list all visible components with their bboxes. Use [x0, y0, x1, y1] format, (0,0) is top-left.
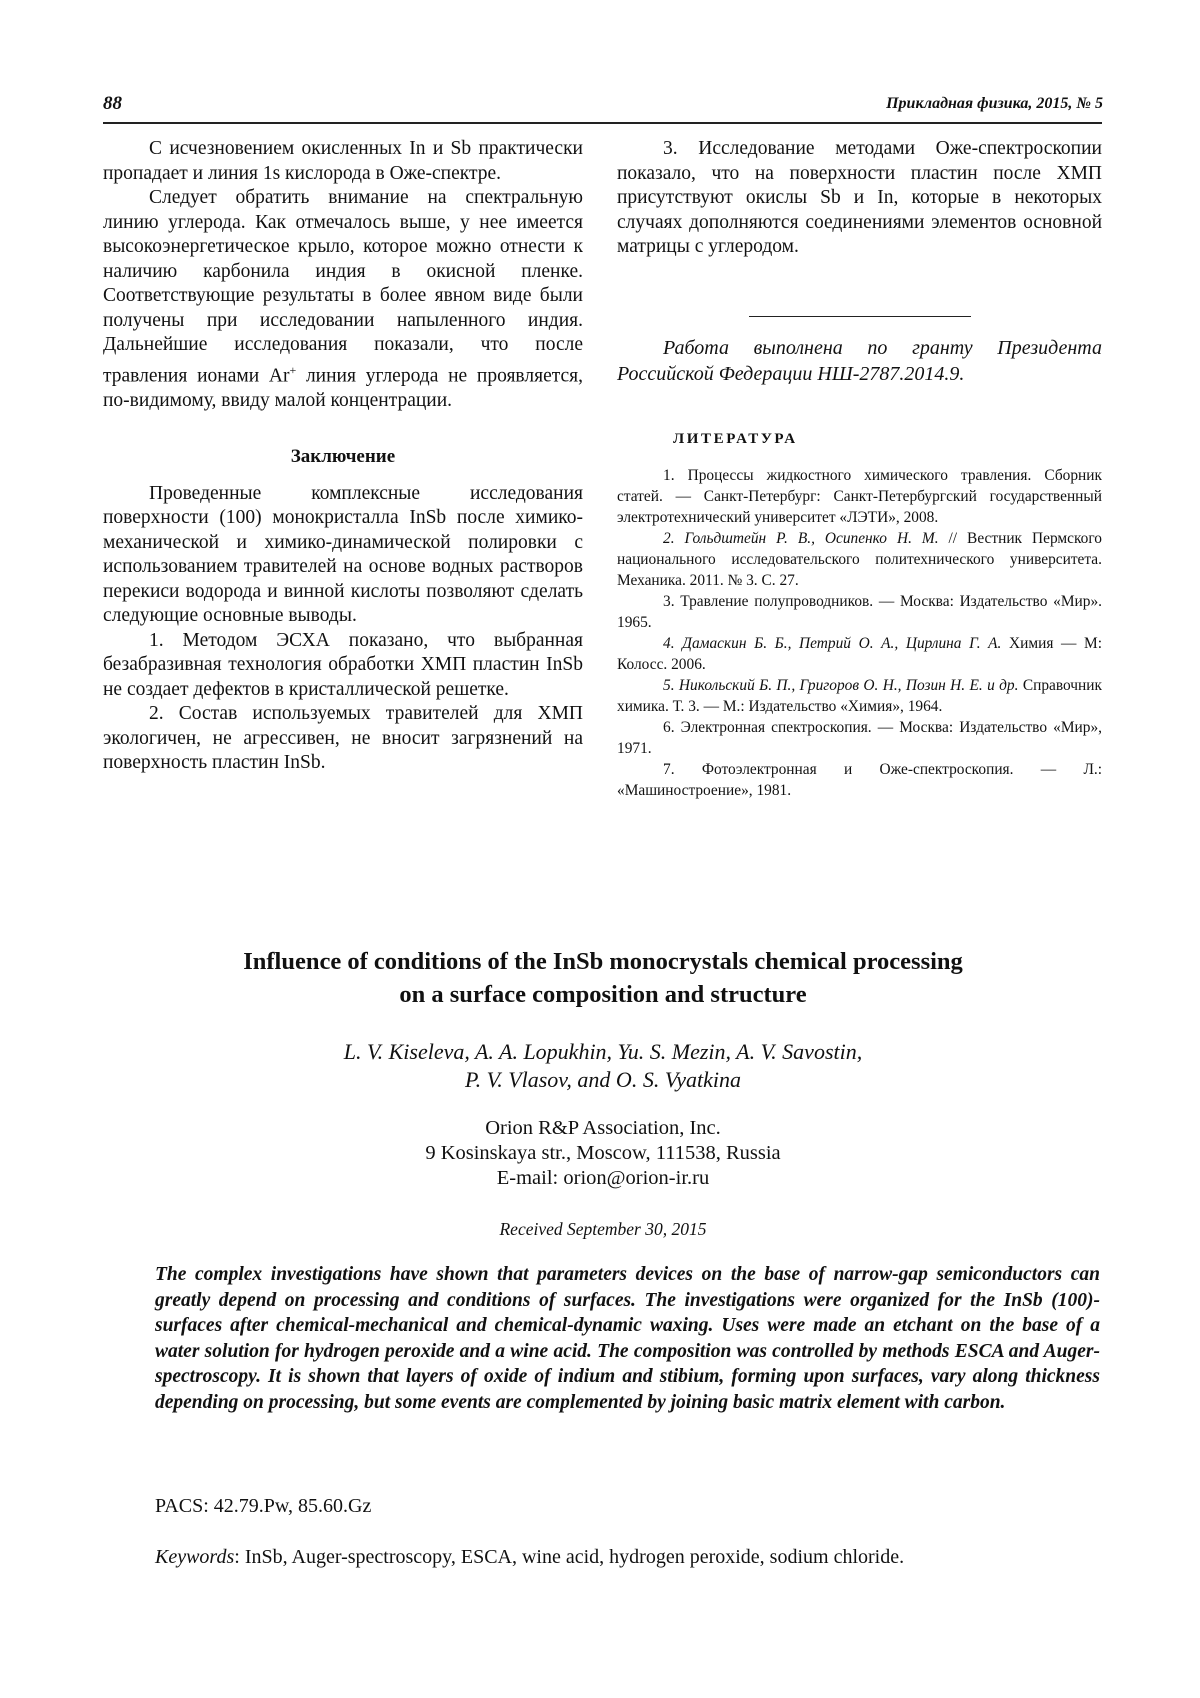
- english-abstract: The complex investigations have shown that parameters devices on the base of narrow-gap semiconductors can greatly depend on processing and conditions of surfaces. The investigations were organized for the InSb (100)-surfaces after chemical-mechanical and chemical-dynamic waxing. Uses were made an etchant on the base of a water solution for hydrogen peroxide and a wine acid. The composition was controlled by methods ESCA and Auger-spectroscopy. It is shown that layers of oxide of indium and stibium, forming upon surfaces, vary along thickness depending on processing, but some events are complemented by joining basic matrix element with carbon.: [155, 1264, 1100, 1413]
- paragraph: [103, 186, 583, 413]
- reference-item: 6. Электронная спектроскопия. — Москва: Издательство «Мир», 1971.: [617, 719, 1102, 757]
- keywords-text: : InSb, Auger-spectroscopy, ESCA, wine acid, hydrogen peroxide, sodium chloride.: [234, 1546, 905, 1568]
- paragraph: 1. Методом ЭСХА показано, что выбранная безабразивная технология обработки ХМП пластин InSb не создает дефектов в кристаллической решетке.: [103, 629, 583, 700]
- paragraph: 3. Исследование методами Оже-спектроскопии показало, что на поверхности пластин после ХМП присутствуют окислы Sb и In, которые в некоторых случаях дополняются соединениями элементов основной матрицы с углеродом.: [617, 138, 1102, 257]
- pacs-codes: PACS: 42.79.Pw, 85.60.Gz: [155, 1495, 372, 1517]
- header-rule: [103, 122, 1102, 124]
- paragraph-text: линия углерода не проявляется, по-видимому, ввиду малой концентрации.: [103, 365, 583, 411]
- right-column: [617, 137, 1102, 801]
- paragraph-text: Следует обратить внимание на спектральную линию углерода. Как отмечалось выше, у нее имеется высокоэнергетическое крыло, которое можно отнести к наличию карбонила индия в окисной пленке. Соответствующие результаты в более явном виде были получены при исследовании напыленного индия. Дальнейшие исследования показали, что после травления ионами Ar: [103, 187, 583, 386]
- left-column: [103, 137, 583, 776]
- journal-name: Прикладная физика, 2015, № 5: [886, 95, 1103, 112]
- keywords-label: Keywords: [155, 1546, 235, 1568]
- reference-list: [617, 465, 1102, 801]
- affiliation: Orion R&P Association, Inc. 9 Kosinskaya str., Moscow, 111538, Russia E-mail: orion@orion-ir.ru: [425, 1117, 781, 1189]
- reference-item: 4. Дамаскин Б. Б., Петрий О. А., Цирлина Г. А. Химия — М: Колосс. 2006.: [617, 635, 1102, 673]
- paragraph: 2. Состав используемых травителей для ХМП экологичен, не агрессивен, не вносит загрязнений на поверхность пластин InSb.: [103, 703, 583, 773]
- page-header: [103, 93, 1103, 121]
- acknowledgement: Работа выполнена по гранту Президента Российской Федерации НШ-2787.2014.9.: [617, 336, 1102, 385]
- reference-item: 7. Фотоэлектронная и Оже-спектроскопия. — Л.: «Машиностроение», 1981.: [617, 761, 1102, 799]
- english-authors: L. V. Kiseleva, A. A. Lopukhin, Yu. S. Mezin, A. V. Savostin, P. V. Vlasov, and O. S. Vyatkina: [343, 1039, 863, 1092]
- received-date: Received September 30, 2015: [499, 1219, 707, 1239]
- reference-item: 3. Травление полупроводников. — Москва: Издательство «Мир». 1965.: [617, 593, 1102, 631]
- reference-item: 1. Процессы жидкостного химического травления. Сборник статей. — Санкт-Петербург: Санкт-Петербургский государственный электротехнический университет «ЛЭТИ», 2008.: [617, 467, 1102, 526]
- reference-item: 5. Никольский Б. П., Григоров О. Н., Позин Н. Е. и др. Справочник химика. Т. 3. — М.: Издательство «Химия», 1964.: [617, 677, 1102, 715]
- keywords: [155, 1546, 904, 1569]
- english-title: Influence of conditions of the InSb monocrystals chemical processing on a surface composition and structure: [243, 948, 963, 1008]
- separator-rule: [749, 316, 971, 317]
- page-number: 88: [103, 93, 122, 114]
- paragraph: С исчезновением окисленных In и Sb практически пропадает и линия 1s кислорода в Оже-спектре.: [103, 138, 583, 184]
- superscript: +: [289, 362, 297, 377]
- literature-title: ЛИТЕРАТУРА: [673, 430, 798, 447]
- section-title: Заключение: [290, 446, 396, 467]
- reference-item: 2. Гольдштейн Р. В., Осипенко Н. М. // Вестник Пермского национального исследовательского политехнического университета. Механика. 2011. № 3. С. 27.: [617, 530, 1102, 589]
- paragraph: Проведенные комплексные исследования поверхности (100) монокристалла InSb после химико-механической и химико-динамической полировки с использованием травителей на основе водных растворов перекиси водорода и винной кислоты позволяют сделать следующие основные выводы.: [103, 482, 583, 626]
